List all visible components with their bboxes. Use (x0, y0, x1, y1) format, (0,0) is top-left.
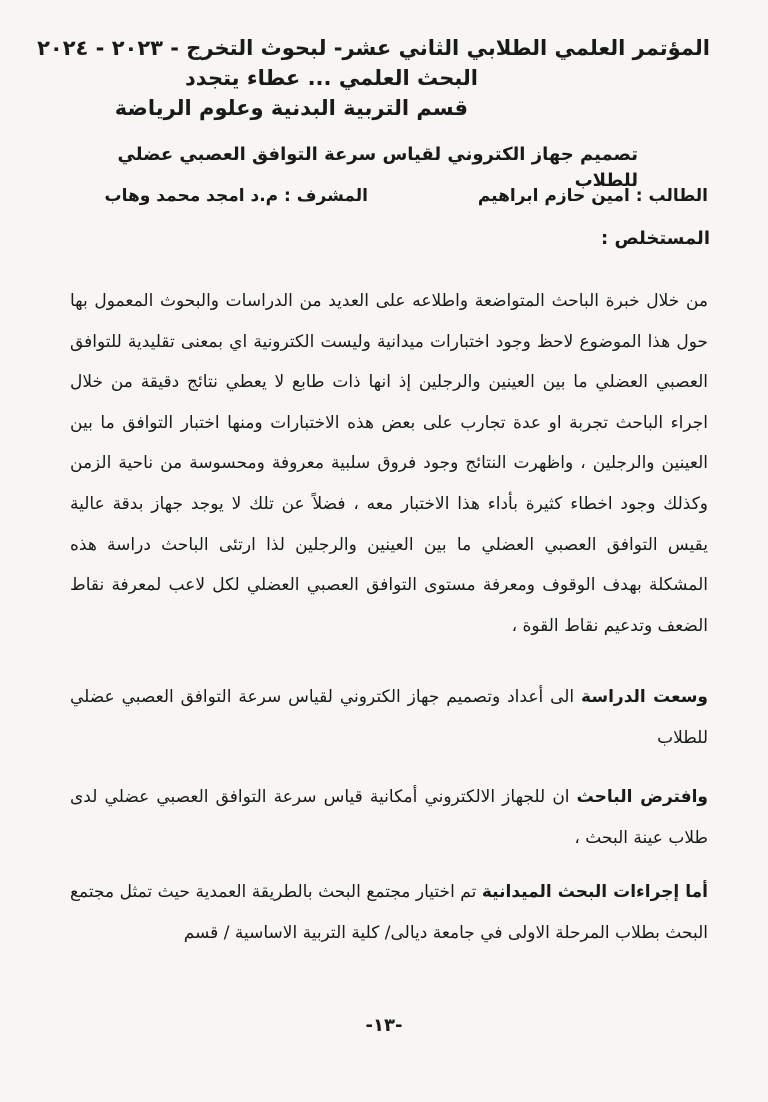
student-name: الطالب : امين حازم ابراهيم (477, 186, 708, 206)
hypothesis-text: ان للجهاز الالكتروني أمكانية قياس سرعة التوافق العصبي عضلي لدى طلاب عينة البحث ، (70, 787, 708, 848)
procedures-lead: أما إجراءات البحث الميدانية (481, 882, 708, 902)
conference-slogan: البحث العلمي ... عطاء يتجدد (185, 66, 478, 90)
study-aim-lead: وسعت الدراسة (581, 687, 708, 707)
procedures-text: تم اختيار مجتمع البحث بالطريقة العمدية حيث تمثل مجتمع البحث بطلاب المرحلة الاولى في جامعة ديالى/ كلية التربية الاساسية / قسم (70, 882, 708, 943)
conference-title: المؤتمر العلمي الطلابي الثاني عشر- لبحوث التخرج - ٢٠٢٣ - ٢٠٢٤ (37, 36, 710, 60)
hypothesis-paragraph (70, 777, 708, 858)
page-number: -١٣- (365, 1015, 403, 1036)
hypothesis-lead: وافترض الباحث (576, 787, 708, 807)
study-aim-paragraph (70, 677, 708, 758)
supervisor-name: المشرف : م.د امجد محمد وهاب (104, 186, 368, 206)
procedures-paragraph (70, 872, 708, 953)
study-aim-text: الى أعداد وتصميم جهاز الكتروني لقياس سرعة التوافق العصبي عضلي للطلاب (70, 687, 708, 748)
research-title: تصميم جهاز الكتروني لقياس سرعة التوافق العصبي عضلي للطلاب (117, 144, 638, 191)
abstract-paragraph: من خلال خبرة الباحث المتواضعة واطلاعه على العديد من الدراسات والبحوث المعمول بها حول هذا الموضوع لاحظ وجود اختبارات ميدانية وليست الكترونية اي بمعنى تقليدية للتوافق العصبي العضلي ما بين العينين والرجلين إذ انها ذات طابع لا يعطي نتائج دقيقة من خلال اجراء الباحث تجربة او عدة تجارب على بعض هذه الاختبارات ومنها اختبار التوافق ما بين العينين والرجلين ، واظهرت النتائج وجود فروق سلبية معروفة ومحسوسة من ناحية الزمن وكذلك وجود اخطاء كثيرة بأداء هذا الاختبار معه ، فضلاً عن تلك لا يوجد جهاز بدقة عالية يقيس التوافق العصبي العضلي ما بين العينين والرجلين لذا ارتئى الباحث دراسة هذه المشكلة بهدف الوقوف ومعرفة مستوى التوافق العصبي العضلي لكل لاعب لمعرفة نقاط الضعف وتدعيم نقاط القوة ، (70, 291, 708, 636)
department-name: قسم التربية البدنية وعلوم الرياضة (114, 96, 468, 120)
abstract-heading: المستخلص : (600, 228, 710, 249)
